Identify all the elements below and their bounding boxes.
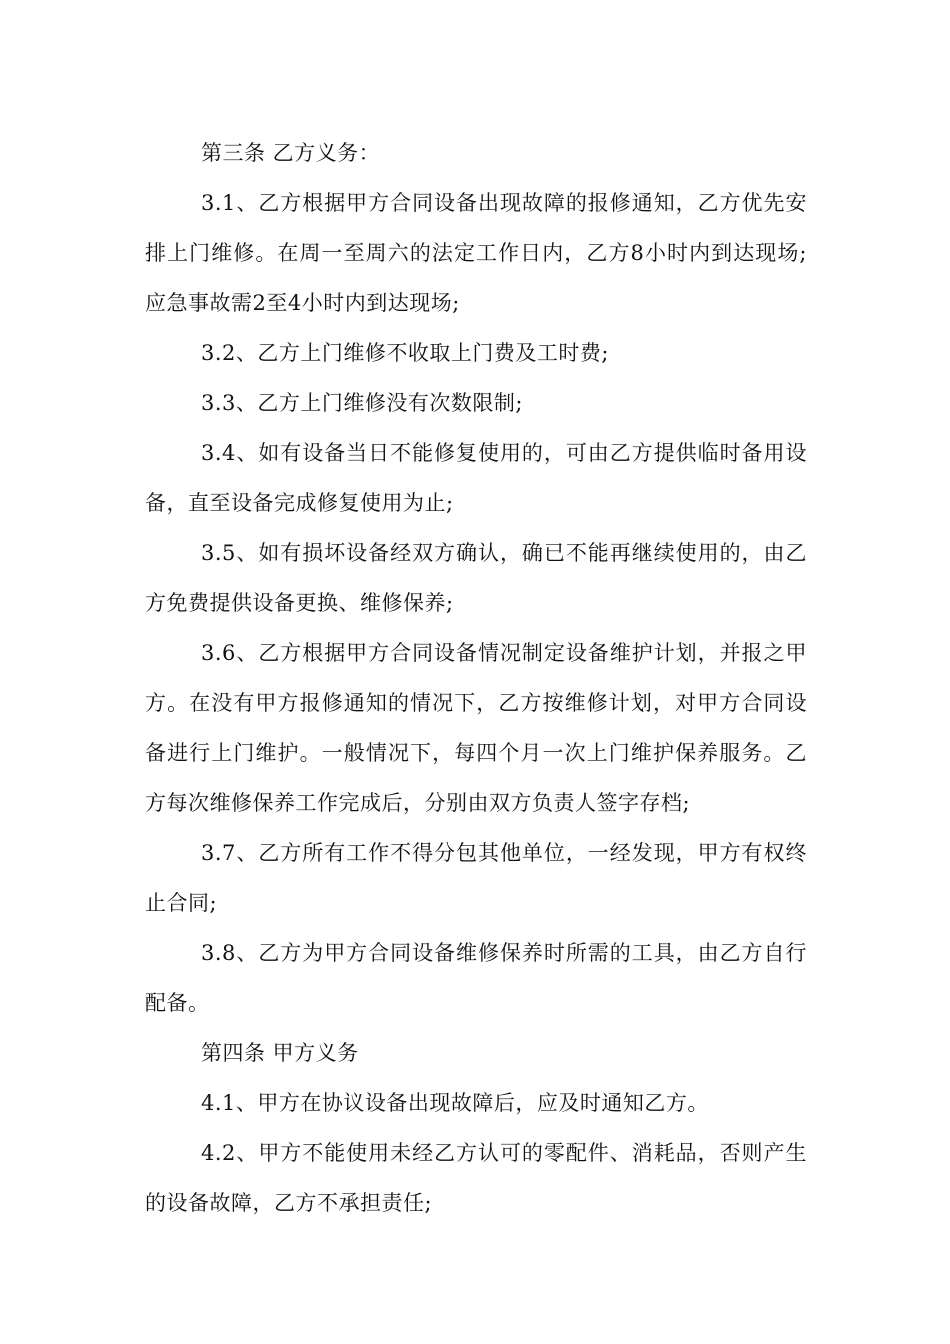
clause-4-2: 4.2、甲方不能使用未经乙方认可的零配件、消耗品，否则产生的设备故障，乙方不承担责任; — [145, 1141, 807, 1215]
clause-3-7: 3.7、乙方所有工作不得分包其他单位，一经发现，甲方有权终止合同; — [145, 841, 807, 915]
document-body — [145, 128, 807, 1228]
clause-4-1: 4.1、甲方在协议设备出现故障后，应及时通知乙方。 — [201, 1091, 709, 1115]
clause-3-3: 3.3、乙方上门维修没有次数限制; — [201, 391, 523, 415]
clause-3-4: 3.4、如有设备当日不能修复使用的，可由乙方提供临时备用设备，直至设备完成修复使用为止; — [145, 441, 807, 515]
clause-3-6: 3.6、乙方根据甲方合同设备情况制定设备维护计划，并报之甲方。在没有甲方报修通知的情况下，乙方按维修计划，对甲方合同设备进行上门维护。一般情况下，每四个月一次上门维护保养服务。乙方每次维修保养工作完成后，分别由双方负责人签字存档; — [145, 641, 807, 815]
clause-3-5: 3.5、如有损坏设备经双方确认，确已不能再继续使用的，由乙方免费提供设备更换、维修保养; — [145, 541, 807, 615]
clause-3-1: 3.1、乙方根据甲方合同设备出现故障的报修通知，乙方优先安排上门维修。在周一至周六的法定工作日内，乙方8小时内到达现场;应急事故需2至4小时内到达现场; — [145, 191, 807, 315]
section-heading-3: 第三条 乙方义务： — [201, 141, 381, 165]
clause-3-2: 3.2、乙方上门维修不收取上门费及工时费; — [201, 341, 609, 365]
clause-3-8: 3.8、乙方为甲方合同设备维修保养时所需的工具，由乙方自行配备。 — [145, 941, 807, 1015]
section-heading-4: 第四条 甲方义务 — [201, 1041, 359, 1065]
